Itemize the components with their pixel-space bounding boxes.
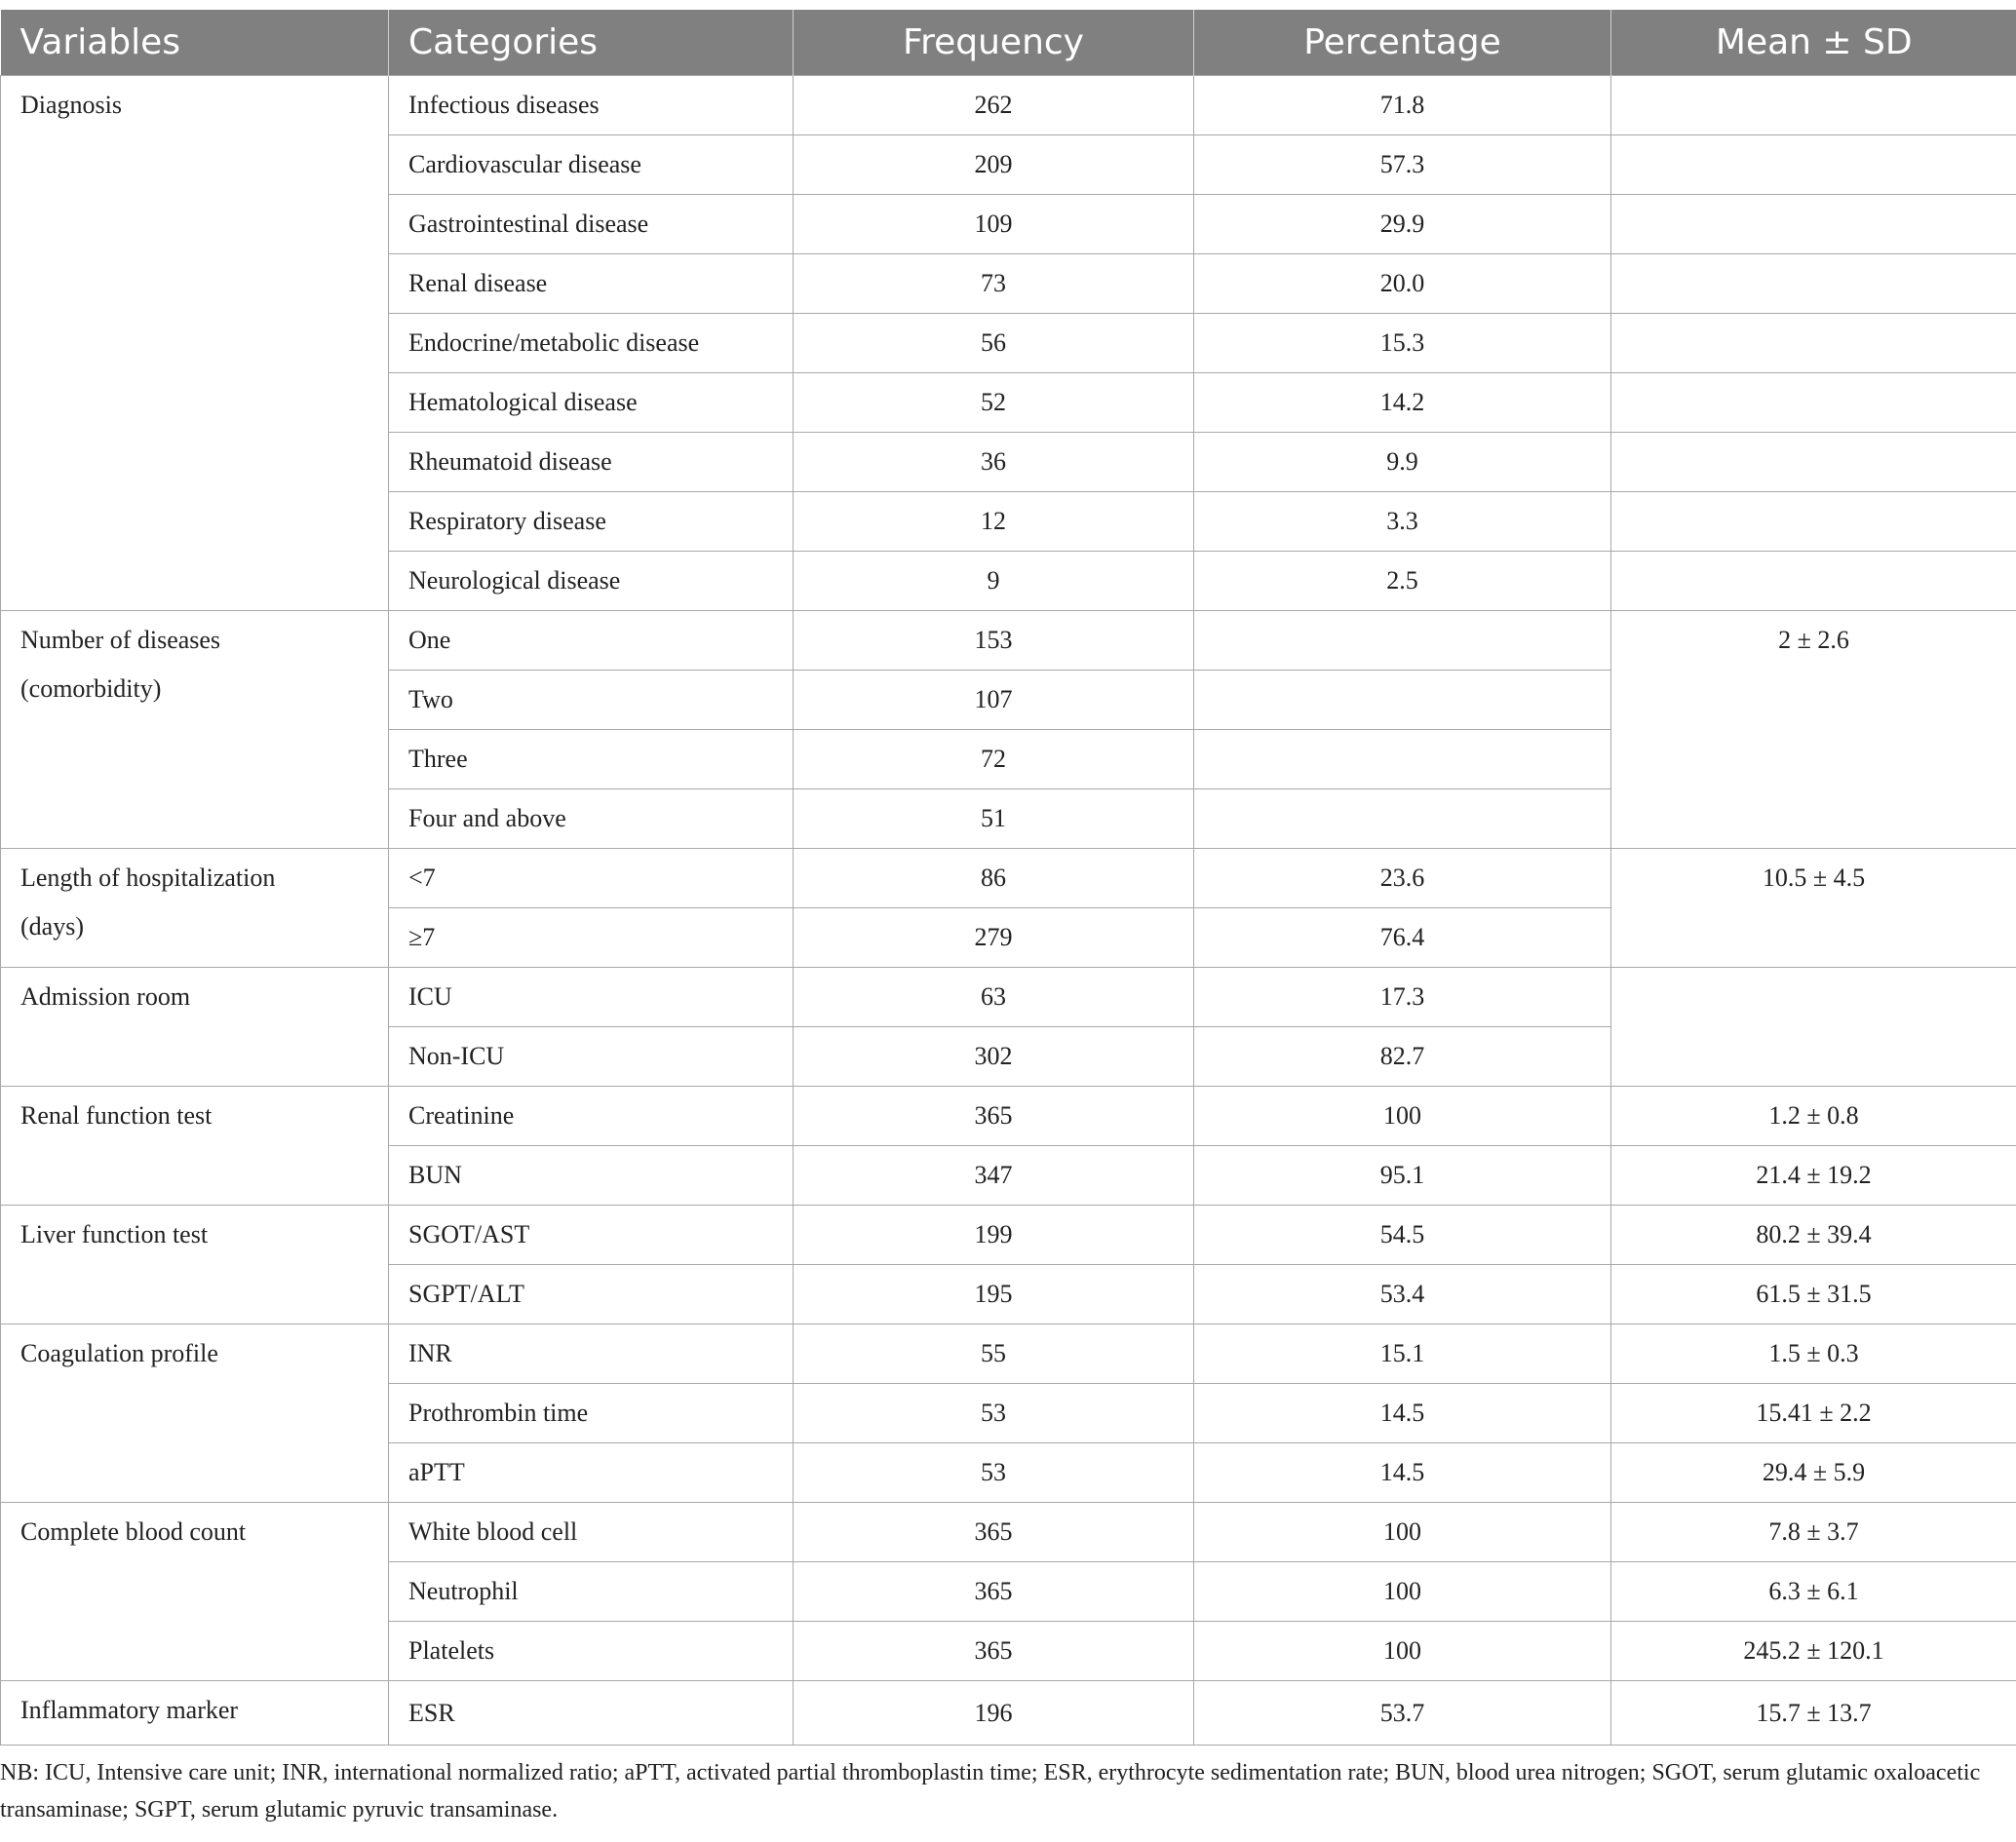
percentage-cell: 57.3	[1194, 135, 1611, 195]
category-cell: Prothrombin time	[389, 1384, 794, 1443]
mean-sd-cell	[1611, 254, 2016, 314]
mean-sd-cell: 1.5 ± 0.3	[1611, 1324, 2016, 1384]
category-cell: Hematological disease	[389, 373, 794, 433]
frequency-cell: 56	[794, 314, 1194, 373]
percentage-cell	[1194, 611, 1611, 671]
category-cell: Non-ICU	[389, 1027, 794, 1087]
table-row	[1, 1503, 2016, 1562]
table-container	[0, 10, 2016, 1746]
category-cell: Creatinine	[389, 1087, 794, 1146]
frequency-cell: 51	[794, 789, 1194, 849]
percentage-cell: 100	[1194, 1622, 1611, 1681]
data-table	[0, 10, 2016, 1746]
mean-sd-cell: 245.2 ± 120.1	[1611, 1622, 2016, 1681]
category-cell: Rheumatoid disease	[389, 433, 794, 492]
category-cell: <7	[389, 849, 794, 908]
frequency-cell: 347	[794, 1146, 1194, 1206]
variable-diagnosis: Diagnosis	[1, 76, 389, 611]
percentage-cell	[1194, 671, 1611, 730]
table-row	[1, 968, 2016, 1027]
frequency-cell: 53	[794, 1384, 1194, 1443]
table-row	[1, 611, 2016, 671]
percentage-cell: 100	[1194, 1087, 1611, 1146]
variable-line: Length of hospitalization	[20, 863, 276, 892]
category-cell: Respiratory disease	[389, 492, 794, 552]
frequency-cell: 279	[794, 908, 1194, 968]
category-cell: Four and above	[389, 789, 794, 849]
mean-sd-cell	[1611, 552, 2016, 611]
percentage-cell: 53.7	[1194, 1681, 1611, 1746]
header-categories: Categories	[389, 10, 794, 76]
table-row	[1, 1681, 2016, 1746]
frequency-cell: 107	[794, 671, 1194, 730]
percentage-cell: 14.5	[1194, 1384, 1611, 1443]
category-cell: Infectious diseases	[389, 76, 794, 135]
table-row	[1, 1087, 2016, 1146]
percentage-cell: 100	[1194, 1562, 1611, 1622]
percentage-cell: 53.4	[1194, 1265, 1611, 1324]
category-cell: SGPT/ALT	[389, 1265, 794, 1324]
header-mean-sd: Mean ± SD	[1611, 10, 2016, 76]
category-cell: Cardiovascular disease	[389, 135, 794, 195]
frequency-cell: 53	[794, 1443, 1194, 1503]
category-cell: Endocrine/metabolic disease	[389, 314, 794, 373]
variable-length-of-hospitalization	[1, 849, 389, 968]
percentage-cell: 17.3	[1194, 968, 1611, 1027]
mean-sd-cell	[1611, 76, 2016, 135]
category-cell: SGOT/AST	[389, 1206, 794, 1265]
category-cell: Three	[389, 730, 794, 789]
category-cell: Renal disease	[389, 254, 794, 314]
percentage-cell: 100	[1194, 1503, 1611, 1562]
percentage-cell: 14.2	[1194, 373, 1611, 433]
percentage-cell: 15.3	[1194, 314, 1611, 373]
category-cell: ≥7	[389, 908, 794, 968]
percentage-cell: 71.8	[1194, 76, 1611, 135]
variable-complete-blood-count: Complete blood count	[1, 1503, 389, 1681]
percentage-cell: 2.5	[1194, 552, 1611, 611]
mean-sd-cell	[1611, 135, 2016, 195]
category-cell: Neurological disease	[389, 552, 794, 611]
frequency-cell: 52	[794, 373, 1194, 433]
category-cell: Platelets	[389, 1622, 794, 1681]
category-cell: Neutrophil	[389, 1562, 794, 1622]
footnote: NB: ICU, Intensive care unit; INR, international normalized ratio; aPTT, activated partial thromboplastin time; ESR, erythrocyte sedimentation rate; BUN, blood urea nitrogen; SGOT, serum glutamic oxaloacetic transaminase; SGPT, serum glutamic pyruvic transaminase.	[0, 1760, 1981, 1823]
mean-sd-cell: 61.5 ± 31.5	[1611, 1265, 2016, 1324]
frequency-cell: 86	[794, 849, 1194, 908]
table-row	[1, 849, 2016, 908]
mean-sd-cell: 10.5 ± 4.5	[1611, 849, 2016, 968]
variable-number-of-diseases	[1, 611, 389, 849]
mean-sd-cell	[1611, 968, 2016, 1087]
percentage-cell: 20.0	[1194, 254, 1611, 314]
category-cell: BUN	[389, 1146, 794, 1206]
mean-sd-cell: 7.8 ± 3.7	[1611, 1503, 2016, 1562]
frequency-cell: 72	[794, 730, 1194, 789]
table-row	[1, 1206, 2016, 1265]
table-row	[1, 1324, 2016, 1384]
percentage-cell: 95.1	[1194, 1146, 1611, 1206]
frequency-cell: 196	[794, 1681, 1194, 1746]
category-cell: White blood cell	[389, 1503, 794, 1562]
frequency-cell: 365	[794, 1503, 1194, 1562]
percentage-cell: 15.1	[1194, 1324, 1611, 1384]
mean-sd-cell	[1611, 433, 2016, 492]
frequency-cell: 199	[794, 1206, 1194, 1265]
variable-inflammatory-marker: Inflammatory marker	[1, 1681, 389, 1746]
frequency-cell: 365	[794, 1622, 1194, 1681]
percentage-cell	[1194, 730, 1611, 789]
mean-sd-cell	[1611, 373, 2016, 433]
frequency-cell: 12	[794, 492, 1194, 552]
percentage-cell: 9.9	[1194, 433, 1611, 492]
mean-sd-cell: 6.3 ± 6.1	[1611, 1562, 2016, 1622]
frequency-cell: 153	[794, 611, 1194, 671]
header-row	[1, 10, 2016, 76]
frequency-cell: 365	[794, 1087, 1194, 1146]
category-cell: ESR	[389, 1681, 794, 1746]
mean-sd-cell	[1611, 195, 2016, 254]
variable-line: (days)	[20, 912, 84, 940]
header-percentage: Percentage	[1194, 10, 1611, 76]
frequency-cell: 209	[794, 135, 1194, 195]
variable-coagulation-profile: Coagulation profile	[1, 1324, 389, 1503]
frequency-cell: 9	[794, 552, 1194, 611]
frequency-cell: 262	[794, 76, 1194, 135]
percentage-cell	[1194, 789, 1611, 849]
mean-sd-cell: 29.4 ± 5.9	[1611, 1443, 2016, 1503]
header-frequency: Frequency	[794, 10, 1194, 76]
variable-liver-function-test: Liver function test	[1, 1206, 389, 1324]
category-cell: ICU	[389, 968, 794, 1027]
frequency-cell: 36	[794, 433, 1194, 492]
frequency-cell: 63	[794, 968, 1194, 1027]
category-cell: One	[389, 611, 794, 671]
category-cell: Two	[389, 671, 794, 730]
frequency-cell: 55	[794, 1324, 1194, 1384]
mean-sd-cell: 1.2 ± 0.8	[1611, 1087, 2016, 1146]
percentage-cell: 23.6	[1194, 849, 1611, 908]
mean-sd-cell: 21.4 ± 19.2	[1611, 1146, 2016, 1206]
frequency-cell: 365	[794, 1562, 1194, 1622]
frequency-cell: 302	[794, 1027, 1194, 1087]
variable-line: (comorbidity)	[20, 674, 162, 703]
mean-sd-cell: 15.7 ± 13.7	[1611, 1681, 2016, 1746]
mean-sd-cell	[1611, 314, 2016, 373]
mean-sd-cell: 15.41 ± 2.2	[1611, 1384, 2016, 1443]
percentage-cell: 14.5	[1194, 1443, 1611, 1503]
variable-admission-room: Admission room	[1, 968, 389, 1087]
category-cell: aPTT	[389, 1443, 794, 1503]
frequency-cell: 195	[794, 1265, 1194, 1324]
mean-sd-cell	[1611, 492, 2016, 552]
percentage-cell: 29.9	[1194, 195, 1611, 254]
table-row	[1, 76, 2016, 135]
mean-sd-cell: 2 ± 2.6	[1611, 611, 2016, 849]
mean-sd-cell: 80.2 ± 39.4	[1611, 1206, 2016, 1265]
variable-renal-function-test: Renal function test	[1, 1087, 389, 1206]
variable-line: Number of diseases	[20, 626, 221, 654]
percentage-cell: 3.3	[1194, 492, 1611, 552]
percentage-cell: 76.4	[1194, 908, 1611, 968]
percentage-cell: 82.7	[1194, 1027, 1611, 1087]
category-cell: INR	[389, 1324, 794, 1384]
frequency-cell: 73	[794, 254, 1194, 314]
frequency-cell: 109	[794, 195, 1194, 254]
percentage-cell: 54.5	[1194, 1206, 1611, 1265]
category-cell: Gastrointestinal disease	[389, 195, 794, 254]
header-variables: Variables	[1, 10, 389, 76]
